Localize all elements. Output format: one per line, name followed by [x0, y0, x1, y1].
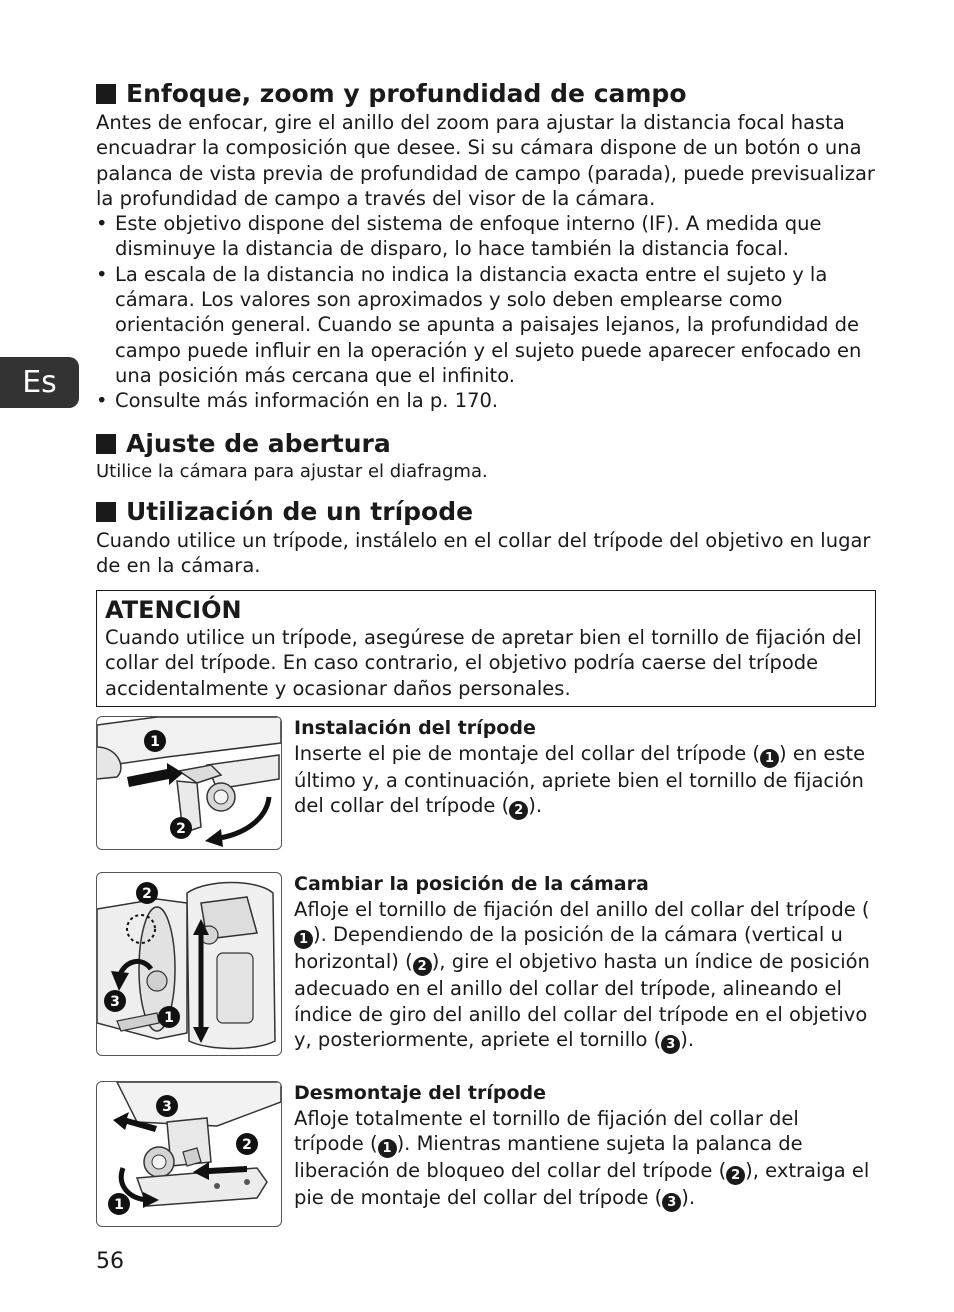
main-content — [96, 78, 876, 707]
number-2-icon: 2 — [726, 1166, 745, 1185]
section-tripod-text: Cuando utilice un trípode, instálelo en el collar del trípode del objetivo en lugar de en la cámara. — [96, 528, 871, 577]
callout-number: 3 — [110, 994, 120, 1010]
text-run: ). — [680, 1027, 695, 1051]
text-run: ), extraiga el pie de montaje del collar del trípode ( — [294, 1159, 870, 1210]
callout-number: 1 — [164, 1010, 174, 1026]
number-2-icon: 2 — [413, 957, 432, 976]
text-run: ). — [681, 1186, 696, 1210]
step-rotate-text — [294, 872, 874, 1054]
callout-number: 2 — [242, 1137, 252, 1153]
section-tripod-heading — [96, 496, 876, 528]
section-focus-heading — [96, 78, 876, 110]
section-aperture-heading — [96, 428, 876, 460]
square-bullet-icon — [96, 84, 116, 104]
callout-number: 2 — [142, 886, 152, 902]
step-remove-title: Desmontaje del trípode — [294, 1082, 546, 1104]
step-install-text — [294, 716, 874, 820]
caution-box — [96, 590, 876, 707]
step-remove-text — [294, 1081, 874, 1212]
step-remove-body — [294, 1106, 874, 1212]
bullet-item: • Consulte más información en la p. 170. — [96, 388, 876, 413]
callout-number: 1 — [114, 1197, 124, 1213]
step-install-body — [294, 741, 874, 820]
number-1-icon: 1 — [378, 1139, 397, 1158]
text-run: ). — [528, 794, 543, 818]
text-run: ), gire el objetivo hasta un índice de posición adecuado en el anillo del collar del trípode, alineando el índice de giro del anillo del collar del trípode en el objetivo y, posteriormente, apriete el tornillo ( — [294, 950, 870, 1051]
square-bullet-icon — [96, 502, 116, 522]
language-tab: Es — [0, 357, 79, 408]
bullet-item: • La escala de la distancia no indica la distancia exacta entre el sujeto y la cámara. Los valores son aproximados y solo deben emplearse como orientación general. Cuando se apunta a paisajes lejanos, la profundidad de campo puede influir en la operación y el sujeto puede aparecer enfocado en una posición más cercana que el infinito. — [96, 262, 876, 388]
camera-rotate-illustration — [96, 872, 282, 1056]
square-bullet-icon — [96, 434, 116, 454]
bullet-item: • Este objetivo dispone del sistema de enfoque interno (IF). A medida que disminuye la distancia de disparo, lo hace también la distancia focal. — [96, 211, 876, 262]
section-tripod-title: Utilización de un trípode — [126, 496, 474, 526]
section-focus-intro: Antes de enfocar, gire el anillo del zoom para ajustar la distancia focal hasta encuadrar la composición que desee. Si su cámara dispone de un botón o una palanca de vista previa de profundidad de campo (parada), puede previsualizar la profundidad de campo a través del visor de la cámara. — [96, 111, 875, 210]
text-run: Inserte el pie de montaje del collar del trípode ( — [294, 742, 761, 765]
section-focus-bullets — [96, 211, 876, 413]
caution-title: ATENCIÓN — [105, 596, 242, 625]
section-aperture-title: Ajuste de abertura — [126, 428, 391, 458]
number-3-icon: 3 — [661, 1035, 680, 1054]
step-rotate-body — [294, 897, 874, 1054]
caution-text: Cuando utilice un trípode, asegúrese de apretar bien el tornillo de fijación del collar del trípode. En caso contrario, el objetivo podría caerse del trípode accidentalmente y ocasionar daños personales. — [105, 626, 862, 700]
number-2-icon: 2 — [509, 801, 528, 820]
callout-number: 1 — [150, 734, 160, 750]
tripod-remove-illustration — [96, 1081, 282, 1227]
number-1-icon: 1 — [760, 749, 779, 768]
step-install-title: Instalación del trípode — [294, 717, 536, 739]
text-run: Afloje totalmente el tornillo de fijación del collar del trípode ( — [294, 1107, 799, 1156]
step-rotate-title: Cambiar la posición de la cámara — [294, 873, 649, 895]
callout-number: 3 — [162, 1099, 172, 1115]
tripod-install-illustration — [96, 716, 282, 850]
number-3-icon: 3 — [662, 1193, 681, 1212]
section-focus-title: Enfoque, zoom y profundidad de campo — [126, 79, 687, 108]
text-run: Afloje el tornillo de fijación del anillo del collar del trípode ( — [294, 898, 870, 921]
text-run: ). Mientras mantiene sujeta la palanca de liberación de bloqueo del collar del trípode ( — [294, 1132, 803, 1183]
number-1-icon: 1 — [294, 930, 313, 949]
callout-number: 2 — [176, 821, 186, 837]
section-aperture-text: Utilice la cámara para ajustar el diafragma. — [96, 460, 488, 482]
text-run: ) en este último y, a continuación, apriete bien el tornillo de fijación del collar del trípode ( — [294, 742, 866, 818]
page-number: 56 — [96, 1249, 124, 1274]
text-run: ). Dependiendo de la posición de la cámara (vertical u horizontal) ( — [294, 923, 843, 974]
